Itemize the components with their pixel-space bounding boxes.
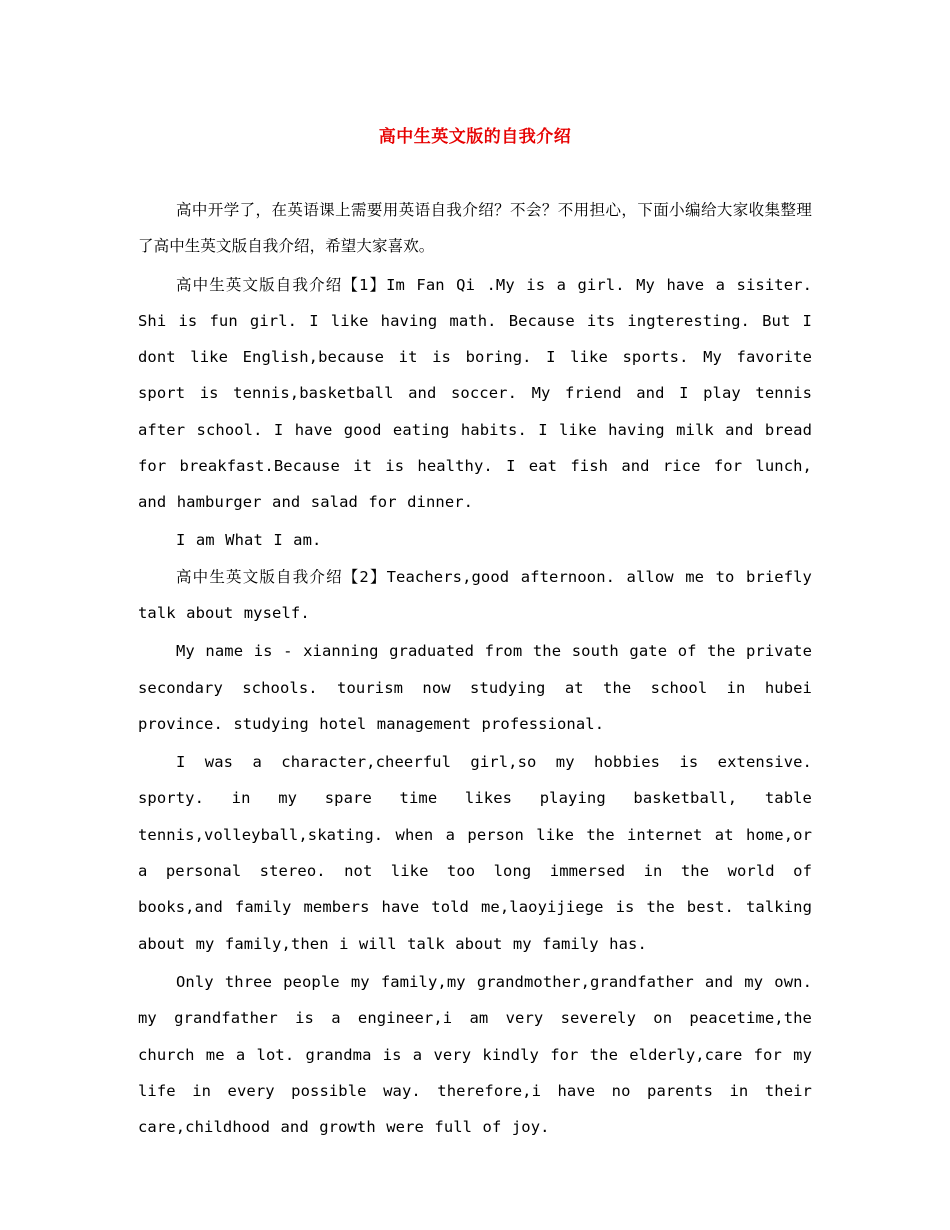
document-body [138,192,812,1147]
paragraph-family: Only three people my family,my grandmother,grandfather and my own. my grandfather is a engineer,i am very severely on peacetime,the church me a lot. grandma is a very kindly for the elderly,care for my life in every possible way. therefore,i have no parents in their care,childhood and growth were full of joy. [138,972,812,1137]
paragraph-my-name: My name is - xianning graduated from the south gate of the private secondary schools. tourism now studying at the school in hubei province. studying hotel management professional. [138,642,812,733]
paragraph-hobbies: I was a character,cheerful girl,so my hobbies is extensive. sporty. in my spare time likes playing basketball, table tennis,volleyball,skating. when a person like the internet at home,or a personal stereo. not like too long immersed in the world of books,and family members have told me,laoyijiege is the best. talking about my family,then i will talk about my family has. [138,753,812,953]
paragraph-i-am: I am What I am. [176,530,322,549]
paragraph-intro: 高中开学了，在英语课上需要用英语自我介绍？不会？不用担心，下面小编给大家收集整理了高中生英文版自我介绍，希望大家喜欢。 [138,201,812,256]
paragraph-intro-1: 高中生英文版自我介绍【1】Im Fan Qi .My is a girl. My have a sisiter. Shi is fun girl. I like having math. Because its ingteresting. But I dont like English,because it is boring. I like sports. My favorite sport is tennis,basketball and soccer. My friend and I play tennis after school. I have good eating habits. I like having milk and bread for breakfast.Because it is healthy. I eat fish and rice for lunch, and hamburger and salad for dinner. [138,275,812,512]
paragraph-intro-2: 高中生英文版自我介绍【2】Teachers,good afternoon. allow me to briefly talk about myself. [138,567,812,622]
document-title: 高中生英文版的自我介绍 [378,127,572,147]
